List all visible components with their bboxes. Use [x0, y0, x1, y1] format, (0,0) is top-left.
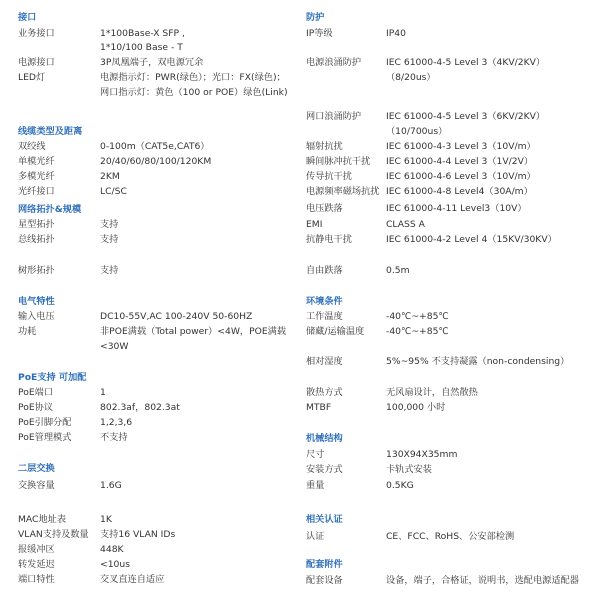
spec-label: 输入电压	[18, 311, 55, 322]
spec-value: 支持	[100, 265, 119, 276]
spec-label: 瞬间脉冲抗干扰	[306, 156, 371, 167]
spec-value: 1K	[100, 514, 112, 525]
section-title: 网络拓扑&规模	[18, 204, 82, 215]
section-title: 相关认证	[306, 514, 343, 525]
spec-value: LC/SC	[100, 186, 127, 197]
spec-label: PoE协议	[18, 402, 54, 413]
spec-label: 相对湿度	[306, 356, 343, 367]
spec-value: 设备，端子，合格证，说明书，选配电源适配器	[386, 575, 579, 586]
spec-value: IEC 61000-4-4 Level 3（1V/2V）	[386, 156, 534, 167]
spec-label: 星型拓扑	[18, 219, 55, 230]
spec-value: 0.5KG	[386, 480, 414, 491]
spec-label: 单模光纤	[18, 156, 55, 167]
section-title: 线缆类型及距离	[18, 126, 83, 137]
spec-value: IEC 61000-4-2 Level 4（15KV/30KV）	[386, 234, 557, 245]
spec-value: 支持	[100, 219, 119, 230]
spec-value: 0-100m（CAT5e,CAT6）	[100, 141, 210, 152]
spec-label: 多模光纤	[18, 171, 55, 182]
section-title: 二层交换	[18, 463, 55, 474]
spec-label: PoE管理模式	[18, 432, 72, 443]
spec-value: 0.5m	[386, 265, 410, 276]
spec-value: 5%~95% 不支持凝露（non-condensing）	[386, 356, 570, 367]
section-title: 环境条件	[306, 296, 343, 307]
spec-label: 电源频率磁场抗扰	[306, 186, 380, 197]
section-title: 接口	[18, 12, 37, 23]
spec-label: 散热方式	[306, 387, 343, 398]
spec-value: 1*100Base-X SFP ,	[100, 28, 185, 39]
spec-value: 网口指示灯：黄色（100 or POE）绿色(Link)	[100, 87, 288, 98]
spec-label: IP等级	[306, 28, 333, 39]
spec-label: 自由跌落	[306, 265, 343, 276]
spec-label: 双绞线	[18, 141, 46, 152]
spec-value: CLASS A	[386, 219, 425, 230]
spec-value: 电源指示灯：PWR(绿色）；光口：FX(绿色)；	[100, 72, 286, 83]
spec-value: IEC 61000-4-6 Level 3（10V/m）	[386, 171, 536, 182]
spec-value: IEC 61000-4-5 Level 3（4KV/2KV）	[386, 57, 546, 68]
spec-value: <10us	[100, 559, 130, 570]
section-title: 电气特性	[18, 296, 55, 307]
spec-value: -40℃~+85℃	[386, 311, 449, 322]
spec-label: 工作温度	[306, 311, 343, 322]
spec-label: 辐射抗扰	[306, 141, 343, 152]
spec-label: PoE端口	[18, 387, 54, 398]
spec-label: 抗静电干扰	[306, 234, 352, 245]
spec-value: 1.6G	[100, 480, 122, 491]
spec-label: 安装方式	[306, 464, 343, 475]
spec-value: 非POE满载（Total power）<4W，POE满载	[100, 326, 287, 337]
spec-label: MTBF	[306, 402, 332, 413]
spec-value: 支持	[100, 234, 119, 245]
spec-value: 交叉直连自适应	[100, 574, 165, 585]
section-title: 机械结构	[306, 433, 343, 444]
section-title: PoE支持 可加配	[18, 372, 87, 383]
spec-value: 不支持	[100, 432, 128, 443]
spec-label: 功耗	[18, 326, 37, 337]
spec-value: IP40	[386, 28, 406, 39]
spec-label: 光纤接口	[18, 186, 55, 197]
spec-value: IEC 61000-4-11 Level3（10V）	[386, 203, 527, 214]
spec-label: EMI	[306, 219, 323, 230]
spec-label: 配套设备	[306, 575, 343, 586]
spec-label: 树形拓扑	[18, 265, 55, 276]
spec-label: MAC地址表	[18, 514, 67, 525]
spec-value: 1	[100, 387, 106, 398]
spec-label: 电源浪涌防护	[306, 57, 362, 68]
spec-value: 20/40/60/80/100/120KM	[100, 156, 212, 167]
spec-value: -40℃~+85℃	[386, 326, 449, 337]
spec-value: 2KM	[100, 171, 120, 182]
spec-value: IEC 61000-4-3 Level 3（10V/m）	[386, 141, 536, 152]
spec-label: 重量	[306, 480, 325, 491]
spec-value: IEC 61000-4-5 Level 3（6KV/2KV）	[386, 111, 546, 122]
spec-value: 1,2,3,6	[100, 417, 133, 428]
spec-label: 端口特性	[18, 574, 55, 585]
spec-value: IEC 61000-4-8 Level4（30A/m）	[386, 186, 533, 197]
spec-value: 支持16 VLAN IDs	[100, 529, 176, 540]
spec-label: 网口浪涌防护	[306, 111, 362, 122]
spec-label: 转发延迟	[18, 559, 55, 570]
section-title: 防护	[306, 12, 325, 23]
section-title: 配套附件	[306, 559, 343, 570]
spec-value: 3P凤凰端子，双电源冗余	[100, 57, 204, 68]
spec-label: 交换容量	[18, 480, 55, 491]
spec-label: 报缓冲区	[18, 544, 55, 555]
spec-label: 尺寸	[306, 449, 325, 460]
spec-label: 电压跌落	[306, 203, 343, 214]
spec-label: 电源接口	[18, 57, 55, 68]
spec-value: 130X94X35mm	[386, 449, 458, 460]
spec-label: PoE引脚分配	[18, 417, 72, 428]
spec-label: LED灯	[18, 72, 46, 83]
spec-label: VLAN支持及数量	[18, 529, 89, 540]
spec-value: 1*10/100 Base - T	[100, 42, 183, 53]
spec-value: （8/20us）	[386, 72, 436, 83]
spec-label: 业务接口	[18, 28, 55, 39]
spec-label: 认证	[306, 531, 325, 542]
spec-value: DC10-55V,AC 100-240V 50-60HZ	[100, 311, 253, 322]
spec-value: 无风扇设计，自然散热	[386, 387, 478, 398]
spec-label: 传导抗干扰	[306, 171, 352, 182]
spec-value: <30W	[100, 341, 129, 352]
spec-label: 总线拓扑	[18, 234, 55, 245]
spec-value: 448K	[100, 544, 124, 555]
spec-label: 储藏/运输温度	[306, 326, 365, 337]
spec-value: 卡轨式安装	[386, 464, 432, 475]
spec-value: CE、FCC、RoHS、公安部检测	[386, 531, 515, 542]
spec-value: （10/700us）	[386, 126, 448, 137]
spec-value: 802.3af，802.3at	[100, 402, 180, 413]
spec-value: 100,000 小时	[386, 402, 446, 413]
